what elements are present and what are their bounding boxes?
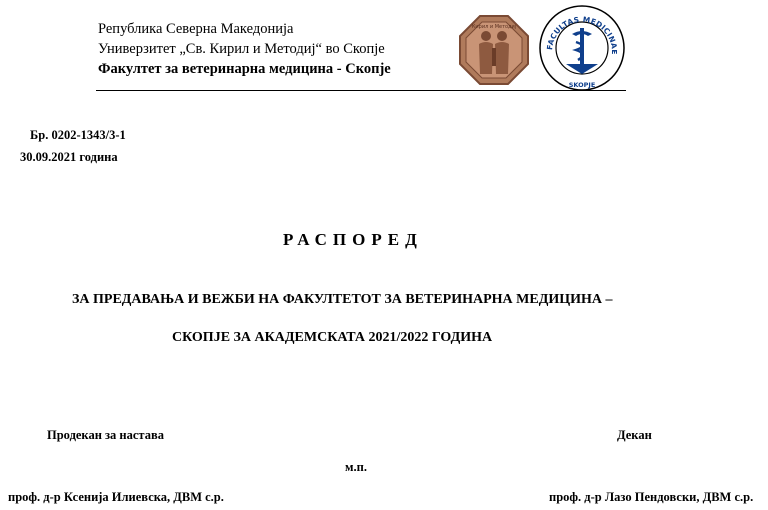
dean-role: Декан <box>617 428 652 442</box>
faculty-logo <box>538 4 626 92</box>
reference-date: 30.09.2021 година <box>20 150 118 164</box>
university-seal-logo <box>458 14 530 86</box>
vice-dean-role: Продекан за настава <box>47 428 164 442</box>
stamp-placeholder: м.п. <box>345 460 367 474</box>
header-university: Универзитет „Св. Кирил и Методиј“ во Скопје <box>98 41 385 57</box>
logo-ring-text: FACULTAS MEDICINAE <box>545 14 620 55</box>
document-subtitle-line1: ЗА ПРЕДАВАЊА И ВЕЖБИ НА ФАКУЛТЕТОТ ЗА ВЕТЕРИНАРНА МЕДИЦИНА – <box>72 292 613 307</box>
reference-number: Бр. 0202-1343/3-1 <box>30 128 126 142</box>
header-country: Република Северна Македонија <box>98 21 294 37</box>
document-subtitle-line2: СКОПЈЕ ЗА АКАДЕМСКАТА 2021/2022 ГОДИНА <box>172 330 493 345</box>
dean-name: проф. д-р Лазо Пендовски, ДВМ с.р. <box>549 490 754 504</box>
header-faculty: Факултет за ветеринарна медицина - Скопје <box>98 61 391 77</box>
document-title: РАСПОРЕД <box>283 230 423 249</box>
vice-dean-name: проф. д-р Ксенија Илиевска, ДВМ с.р. <box>8 490 224 504</box>
logo-bottom-text: SKOPJE <box>568 81 596 89</box>
header-rule <box>96 90 626 91</box>
seal-text: Кирил и Методиј <box>471 24 517 30</box>
